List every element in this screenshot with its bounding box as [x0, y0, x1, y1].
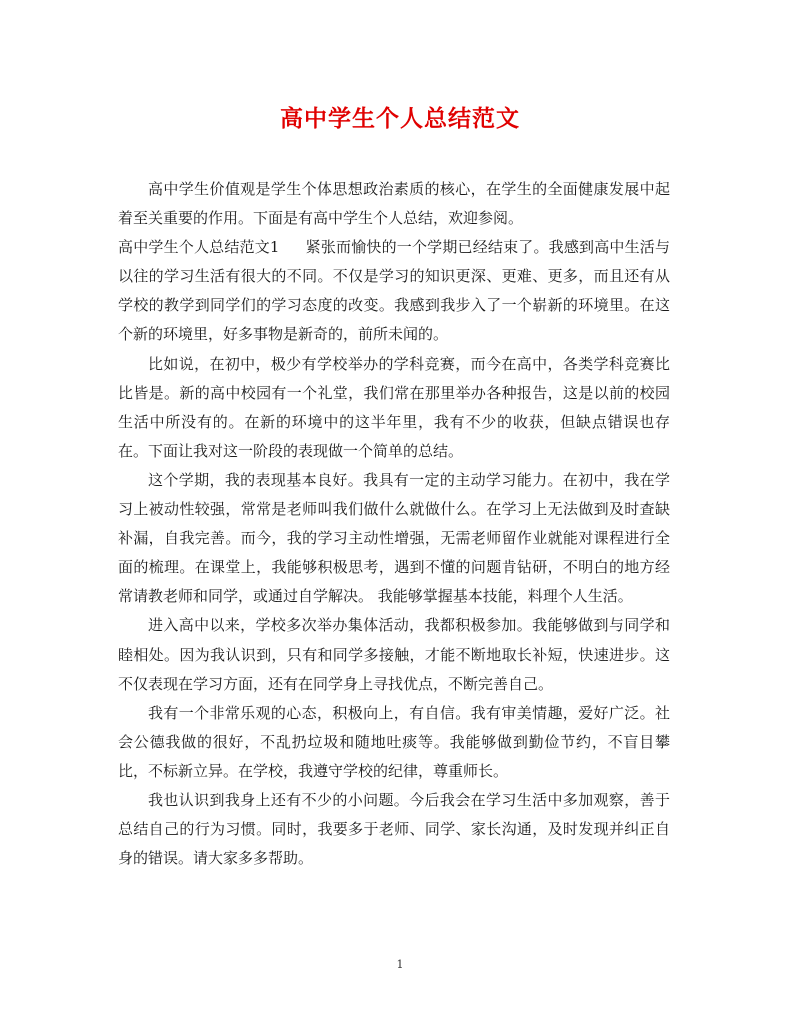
paragraph-2: 比如说，在初中，极少有学校举办的学科竞赛，而今在高中，各类学科竞赛比比皆是。新的高中校园有一个礼堂，我们常在那里举办各种报告，这是以前的校园生活中所没有的。在新的环境中的这半年里，我有不少的收获，但缺点错误也存在。下面让我对这一阶段的表现做一个简单的总结。 — [118, 354, 670, 460]
page-number: 1 — [396, 958, 404, 971]
paragraph-6: 我也认识到我身上还有不少的小问题。今后我会在学习生活中多加观察，善于总结自己的行为习惯。同时，我要多于老师、同学、家长沟通，及时发现并纠正自身的错误。请大家多多帮助。 — [118, 790, 670, 868]
document-title: 高中学生个人总结范文 — [280, 105, 520, 132]
paragraph-5: 我有一个非常乐观的心态，积极向上，有自信。我有审美情趣，爱好广泛。社会公德我做的很好，不乱扔垃圾和随地吐痰等。我能够做到勤俭节约，不盲目攀比，不标新立异。在学校，我遵守学校的纪律，尊重师长。 — [118, 703, 670, 780]
section-heading: 高中学生个人总结范文1 — [118, 238, 280, 257]
document-body — [118, 175, 670, 873]
paragraph-4: 进入高中以来，学校多次举办集体活动，我都积极参加。我能够做到与同学和睦相处。因为我认识到，只有和同学多接触，才能不断地取长补短，快速进步。这不仅表现在学习方面，还有在同学身上寻找优点，不断完善自己。 — [118, 616, 670, 693]
intro-paragraph: 高中学生价值观是学生个体思想政治素质的核心，在学生的全面健康发展中起着至关重要的作用。下面是有高中学生个人总结，欢迎参阅。 — [118, 180, 670, 228]
section-paragraph-1 — [118, 233, 670, 349]
paragraph-text: 紧张而愉快的一个学期已经结束了。我感到高中生活与以往的学习生活有很大的不同。不仅是学习的知识更深、更难、更多，而且还有从学校的教学到同学们的学习态度的改变。我感到我步入了一个崭新的环境里。在这个新的环境里，好多事物是新奇的，前所未闻的。 — [118, 238, 670, 344]
paragraph-3: 这个学期，我的表现基本良好。我具有一定的主动学习能力。在初中，我在学习上被动性较强，常常是老师叫我们做什么就做什么。在学习上无法做到及时查缺补漏，自我完善。而今，我的学习主动性增强，无需老师留作业就能对课程进行全面的梳理。在课堂上，我能够积极思考，遇到不懂的问题肯钻研，不明白的地方经常请教老师和同学，或通过自学解决。 我能够掌握基本技能，料理个人生活。 — [118, 470, 670, 606]
